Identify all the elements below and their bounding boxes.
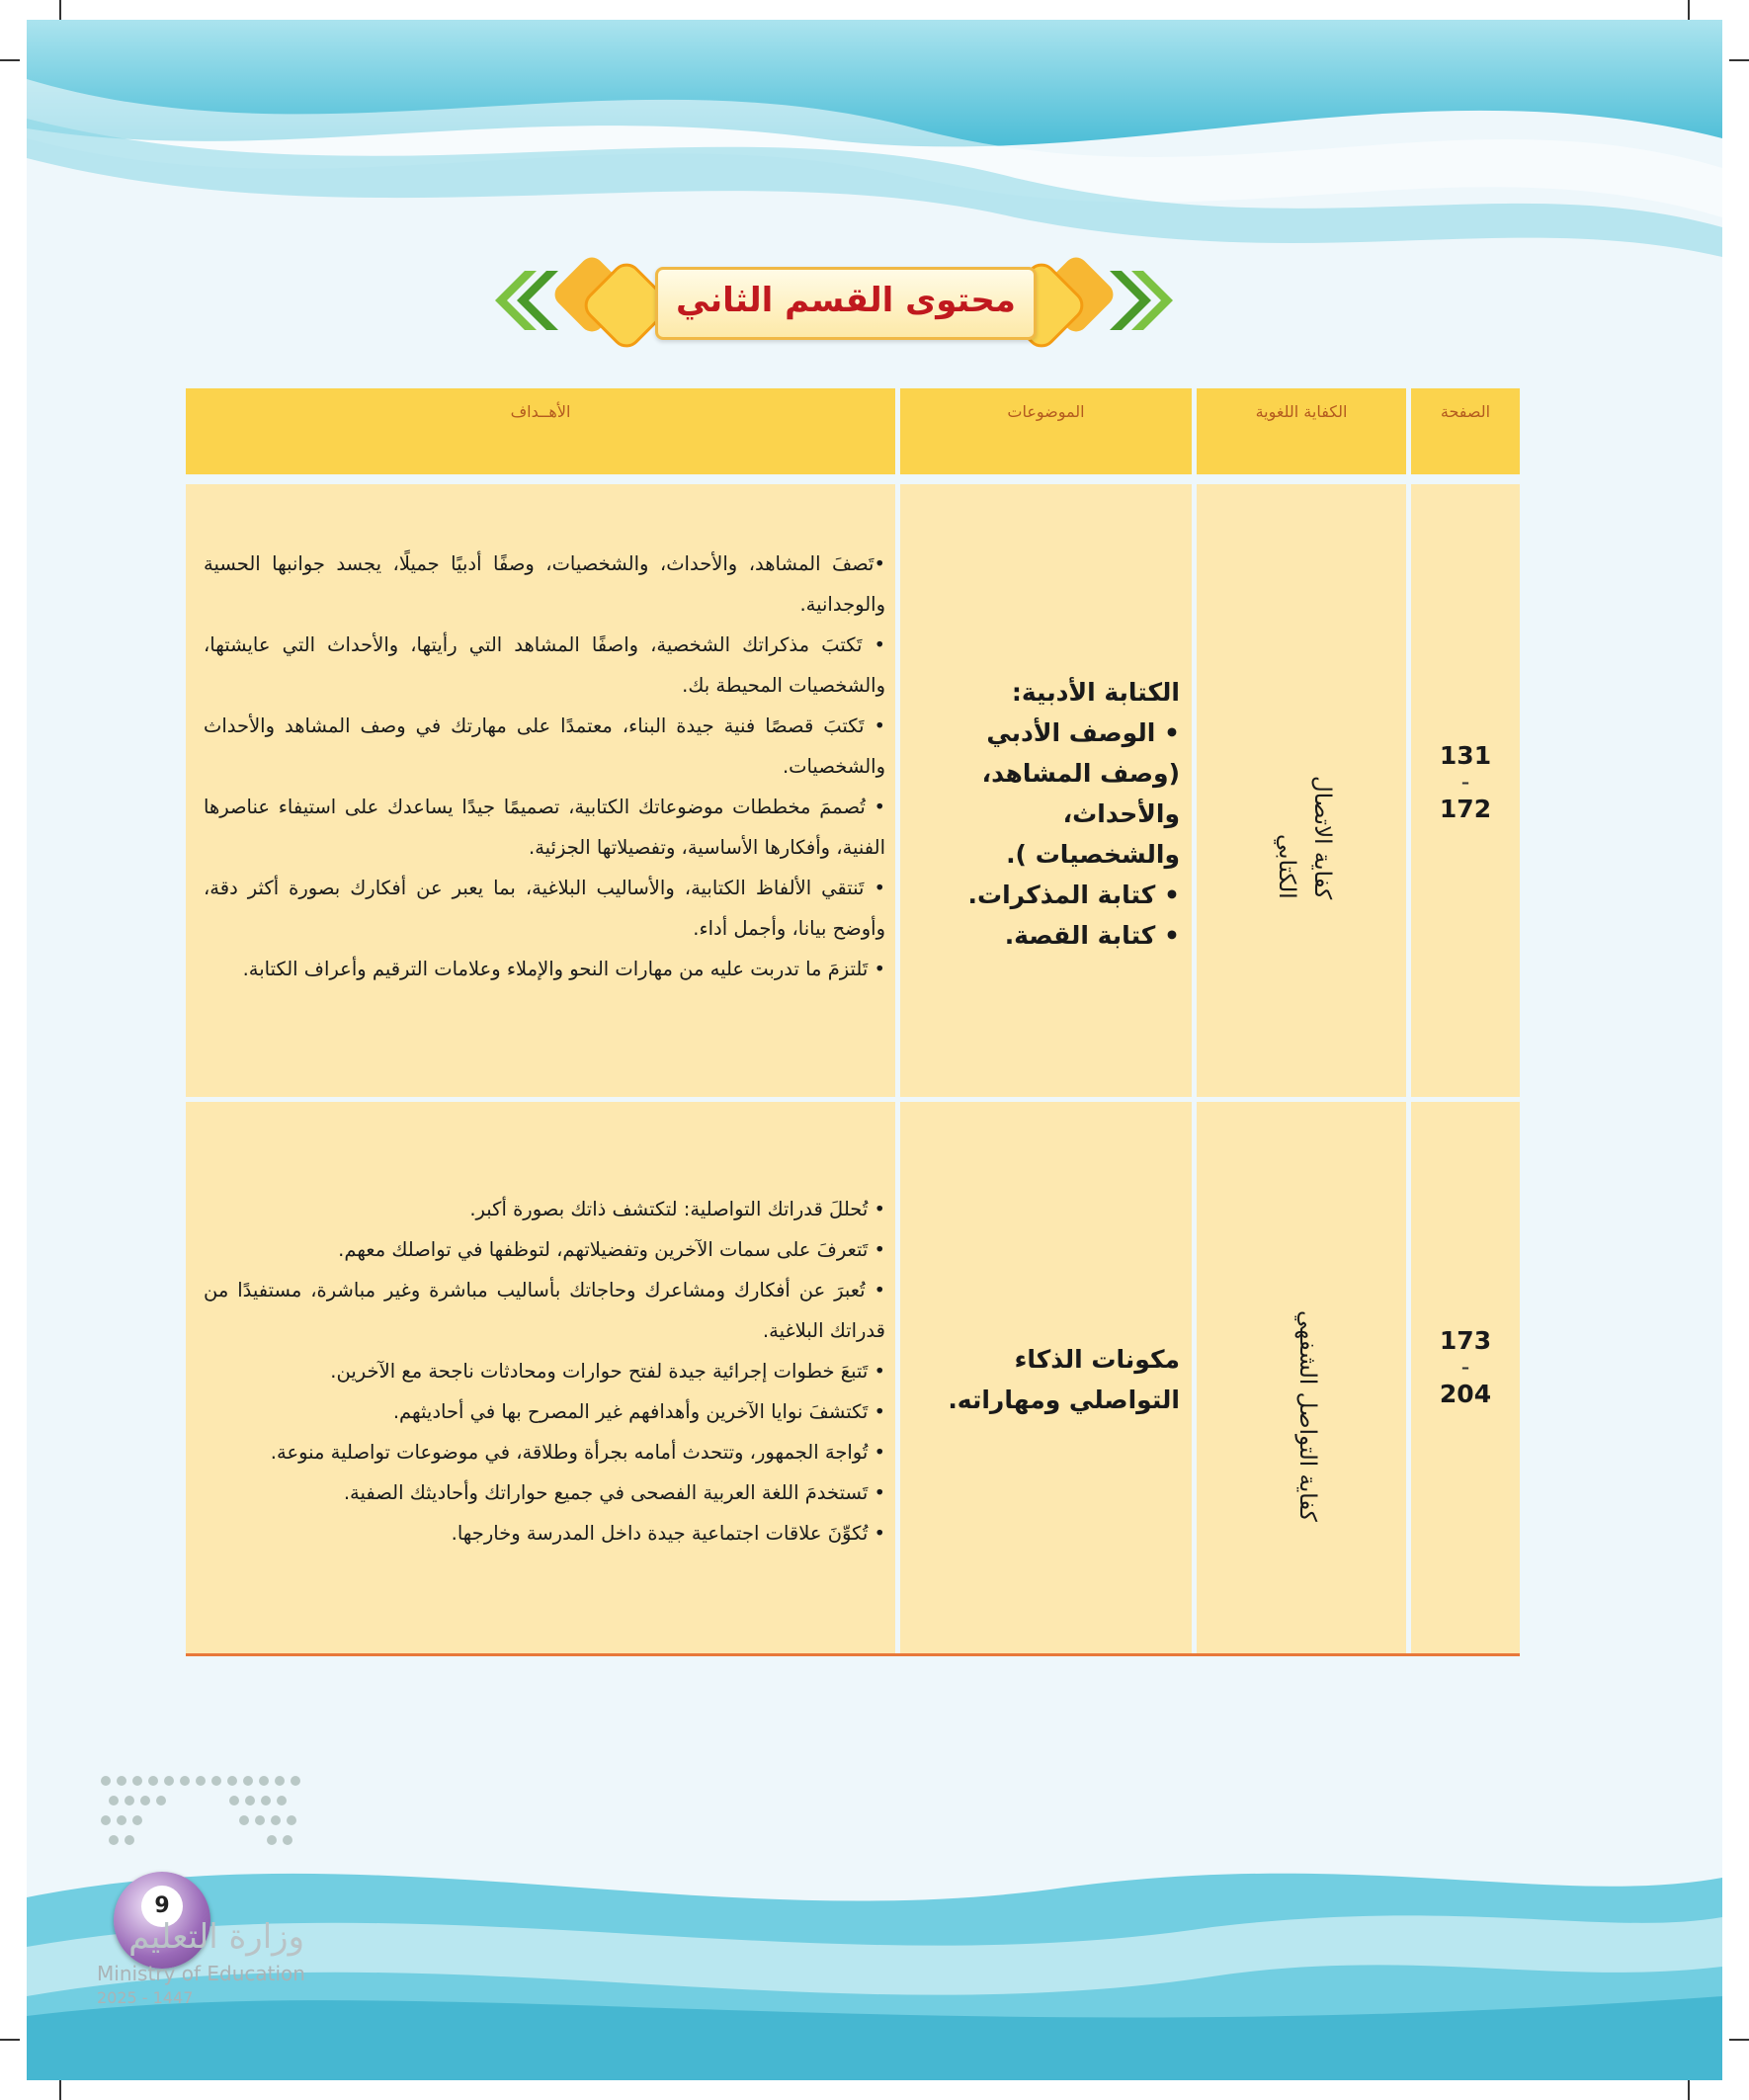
objective-item: •تَصفَ المشاهد، والأحداث، والشخصيات، وصفًا أدبيًا جميلًا، يجسد جوانبها الحسية والوجدانية.	[204, 552, 885, 616]
competency-label: كفاية التواصل الشفهي	[1294, 1310, 1320, 1522]
objective-item: • تَستخدمَ اللغة العربية الفصحى في جميع حواراتك وأحاديثك الصفية.	[343, 1481, 885, 1504]
page-end: 172	[1439, 795, 1492, 823]
objective-item: • تَكتشفَ نوايا الآخرين وأهدافهم غير المصرح بها في أحاديثهم.	[392, 1400, 885, 1423]
objective-item: • تَنتقي الألفاظ الكتابية، والأساليب البلاغية، بما يعبر عن أفكارك بصورة أكثر دقة، وأوضح بيانا، وأجمل أداء.	[204, 877, 885, 940]
crop-mark	[1729, 2039, 1749, 2041]
topics-list	[913, 672, 1180, 956]
table-row	[186, 1102, 1520, 1653]
objectives-cell	[186, 484, 895, 1097]
page-start: 173	[1439, 1326, 1492, 1355]
crop-mark	[1729, 59, 1749, 61]
header-page	[1411, 388, 1520, 474]
table-header	[186, 388, 1520, 474]
objective-item: • تُواجهَ الجمهور، وتتحدث أمامه بجرأة وطلاقة، في موضوعات تواصلية منوعة.	[270, 1441, 885, 1464]
objective-item: • تَكتبَ مذكراتك الشخصية، واصفًا المشاهد التي رأيتها، والأحداث التي عايشتها، والشخصيات المحيطة بك.	[204, 633, 885, 697]
header-competency-label: الكفاية اللغوية	[1255, 402, 1348, 421]
objectives-cell	[186, 1102, 895, 1653]
ministry-name-arabic: وزارة التعليم	[128, 1917, 304, 1957]
objective-item: • تَلتزمَ ما تدربت عليه من مهارات النحو والإملاء وعلامات الترقيم وأعراف الكتابة.	[242, 958, 885, 980]
crop-mark	[59, 2080, 61, 2100]
header-page-label: الصفحة	[1440, 402, 1491, 421]
page-range	[1411, 1324, 1520, 1411]
page-number: 9	[141, 1886, 183, 1927]
header-objectives	[186, 388, 895, 474]
page-cell	[1411, 484, 1520, 1097]
topics-cell	[900, 484, 1192, 1097]
objective-item: • تُعبرَ عن أفكارك ومشاعرك وحاجاتك بأساليب مباشرة وغير مباشرة، مستفيدًا من قدراتك البلاغية.	[204, 1279, 885, 1342]
objectives-list	[204, 544, 885, 989]
page-start: 131	[1439, 741, 1492, 770]
topics-list	[913, 1339, 1180, 1420]
crop-mark	[0, 59, 20, 61]
ministry-year: 2025 - 1447	[97, 1988, 194, 2007]
page-cell	[1411, 1102, 1520, 1653]
objective-item: • تَتعرفَ على سمات الآخرين وتفضيلاتهم، لتوظفها في تواصلك معهم.	[338, 1238, 885, 1261]
objective-item: • تَكتبَ قصصًا فنية جيدة البناء، معتمدًا على مهارتك في وصف المشاهد والأحداث والشخصيات.	[204, 714, 885, 778]
section-title-banner	[477, 245, 1191, 356]
crop-mark	[59, 0, 61, 20]
topic-item: مكونات الذكاء التواصلي ومهاراته.	[948, 1345, 1180, 1414]
topic-item: الكتابة الأدبية:	[1011, 678, 1180, 707]
page-title: محتوى القسم الثاني	[676, 281, 1016, 320]
crop-mark	[1688, 2080, 1690, 2100]
topic-item: • كتابة القصة.	[1004, 921, 1180, 950]
crop-mark	[0, 2039, 20, 2041]
page-range	[1411, 739, 1520, 826]
competency-cell	[1197, 484, 1406, 1097]
topics-cell	[900, 1102, 1192, 1653]
table-row	[186, 484, 1520, 1097]
header-objectives-label: الأهــداف	[510, 402, 571, 421]
objective-item: • تَتبعَ خطوات إجرائية جيدة لفتح حوارات ومحادثات ناجحة مع الآخرين.	[330, 1360, 885, 1383]
header-topics-label: الموضوعات	[1007, 402, 1085, 421]
ministry-name-english: Ministry of Education	[97, 1962, 305, 1985]
topic-item: • الوصف الأدبي (وصف المشاهد، والأحداث، والشخصيات ).	[981, 718, 1180, 869]
competency-label: كفاية الاتصال الكتابي	[1274, 775, 1335, 899]
objective-item: • تُكوِّنَ علاقات اجتماعية جيدة داخل المدرسة وخارجها.	[451, 1522, 885, 1545]
header-competency	[1197, 388, 1406, 474]
ministry-logo-dots	[96, 1771, 313, 1880]
objectives-list	[204, 1189, 885, 1554]
table-bottom-rule	[186, 1653, 1520, 1656]
page-separator: –	[1461, 773, 1469, 792]
objective-item: • تُحللَ قدراتك التواصلية: لتكتشف ذاتك بصورة أكبر.	[469, 1198, 885, 1220]
page-end: 204	[1439, 1380, 1492, 1408]
crop-mark	[1688, 0, 1690, 20]
page-separator: –	[1461, 1358, 1469, 1377]
topic-item: • كتابة المذكرات.	[967, 881, 1180, 909]
competency-cell	[1197, 1102, 1406, 1653]
header-topics	[900, 388, 1192, 474]
objective-item: • تُصممَ مخططات موضوعاتك الكتابية، تصميمًا جيدًا يساعدك على استيفاء عناصرها الفنية، وأفكارها الأساسية، وتفصيلاتها الجزئية.	[204, 796, 885, 859]
